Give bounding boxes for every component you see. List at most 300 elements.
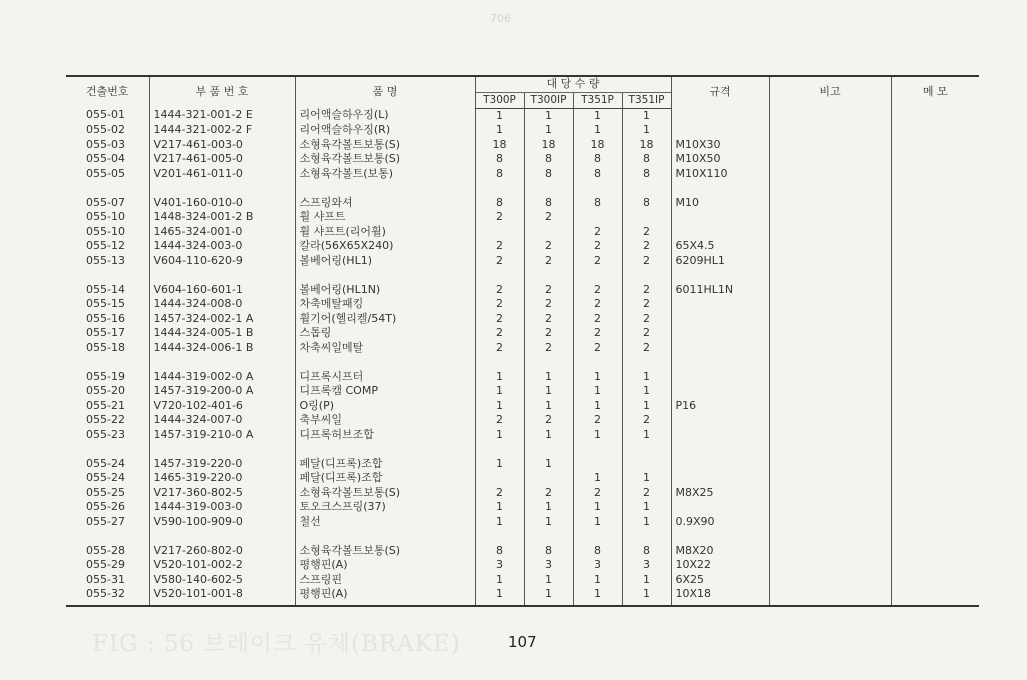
cell-qty: 1	[622, 384, 671, 399]
cell-name: 휠 샤프트(리어휠)	[295, 225, 475, 240]
cell-part-no: 1444-319-003-0	[149, 500, 295, 515]
cell-spec	[671, 428, 769, 443]
cell-qty	[475, 442, 524, 457]
cell-qty: 1	[475, 108, 524, 123]
cell-qty: 8	[573, 167, 622, 182]
cell-number: 055-28	[86, 543, 125, 557]
cell-qty: 2	[475, 312, 524, 327]
cell-memo	[891, 384, 979, 399]
cell-qty: 8	[475, 544, 524, 559]
cell-qty: 1	[524, 370, 573, 385]
cell-memo	[891, 442, 979, 457]
cell-number: 055-22	[86, 413, 125, 426]
cell-qty: 1	[475, 457, 524, 472]
cell-qty: 1	[622, 428, 671, 443]
table-row	[66, 297, 979, 312]
cell-memo	[891, 239, 979, 254]
cell-memo	[891, 587, 979, 606]
cell-qty: 1	[524, 428, 573, 443]
cell-note	[769, 225, 891, 240]
cell-qty: 1	[475, 370, 524, 385]
cell-spec	[671, 341, 769, 356]
cell-name: 차축메탈패킹	[295, 297, 475, 312]
cell-qty: 2	[475, 254, 524, 269]
cell-spec	[671, 457, 769, 472]
table-row	[66, 573, 979, 588]
page-number: 107	[508, 633, 537, 651]
cell-spec	[671, 442, 769, 457]
cell-spec	[671, 181, 769, 196]
cell-note	[769, 515, 891, 530]
cell-number: 055-02	[86, 123, 125, 136]
cell-spec: M8X20	[671, 544, 769, 559]
header-model: T300IP	[524, 93, 573, 109]
cell-note	[769, 152, 891, 167]
header-no: 건출번호	[66, 76, 149, 108]
cell-spec: 10X18	[671, 587, 769, 606]
cell-qty: 8	[524, 167, 573, 182]
cell-number: 055-24	[86, 456, 125, 470]
cell-qty: 1	[573, 399, 622, 414]
cell-number	[66, 442, 149, 457]
cell-name: 디프록캠 COMP	[295, 384, 475, 399]
cell-name	[295, 268, 475, 283]
cell-qty: 2	[524, 341, 573, 356]
cell-number	[66, 355, 149, 370]
cell-name: 디프록시프터	[295, 370, 475, 385]
header-model: T351IP	[622, 93, 671, 109]
cell-memo	[891, 355, 979, 370]
cell-part-no: 1444-324-005-1 B	[149, 326, 295, 341]
cell-memo	[891, 254, 979, 269]
cell-qty: 2	[622, 239, 671, 254]
cell-part-no	[149, 181, 295, 196]
cell-note	[769, 210, 891, 225]
cell-spec	[671, 225, 769, 240]
cell-note	[769, 558, 891, 573]
cell-qty: 1	[524, 587, 573, 606]
cell-memo	[891, 225, 979, 240]
cell-qty: 1	[573, 573, 622, 588]
cell-number: 055-04	[86, 152, 125, 165]
cell-name: 휠 샤프트	[295, 210, 475, 225]
cell-qty: 2	[573, 297, 622, 312]
cell-part-no: 1444-321-001-2 E	[149, 108, 295, 123]
header-qty: 대 당 수 량	[475, 76, 671, 93]
cell-memo	[891, 529, 979, 544]
cell-qty: 8	[524, 196, 573, 211]
cell-note	[769, 181, 891, 196]
cell-qty	[475, 225, 524, 240]
cell-number: 055-19	[86, 369, 125, 383]
table-row	[66, 283, 979, 298]
cell-memo	[891, 138, 979, 153]
cell-qty	[524, 268, 573, 283]
cell-qty: 2	[475, 297, 524, 312]
cell-note	[769, 108, 891, 123]
cell-spec: 6011HL1N	[671, 283, 769, 298]
cell-part-no: V217-260-802-0	[149, 544, 295, 559]
cell-qty: 2	[573, 283, 622, 298]
cell-qty: 1	[475, 515, 524, 530]
cell-note	[769, 486, 891, 501]
cell-memo	[891, 515, 979, 530]
cell-qty	[524, 355, 573, 370]
cell-qty: 2	[475, 326, 524, 341]
cell-qty: 1	[573, 108, 622, 123]
table-row	[66, 167, 979, 182]
cell-part-no	[149, 529, 295, 544]
cell-qty: 18	[475, 138, 524, 153]
cell-note	[769, 587, 891, 606]
cell-memo	[891, 341, 979, 356]
cell-spec	[671, 123, 769, 138]
cell-note	[769, 326, 891, 341]
cell-memo	[891, 573, 979, 588]
cell-name: 칼라(56X65X240)	[295, 239, 475, 254]
cell-name: 리어액슬하우징(L)	[295, 108, 475, 123]
cell-memo	[891, 210, 979, 225]
cell-qty: 2	[524, 283, 573, 298]
cell-memo	[891, 413, 979, 428]
cell-qty: 1	[524, 123, 573, 138]
cell-number: 055-20	[86, 384, 125, 397]
cell-qty: 2	[573, 486, 622, 501]
table-row	[66, 384, 979, 399]
table-row	[66, 138, 979, 153]
cell-part-no: V520-101-001-8	[149, 587, 295, 606]
cell-note	[769, 399, 891, 414]
cell-qty: 1	[622, 370, 671, 385]
table-row	[66, 471, 979, 486]
cell-name: 볼베어링(HL1)	[295, 254, 475, 269]
cell-qty: 1	[524, 515, 573, 530]
cell-qty: 8	[475, 152, 524, 167]
cell-qty: 2	[524, 326, 573, 341]
table-row	[66, 341, 979, 356]
cell-qty: 2	[524, 239, 573, 254]
spacer-row	[66, 442, 979, 457]
cell-note	[769, 471, 891, 486]
cell-name: 철선	[295, 515, 475, 530]
table-row	[66, 152, 979, 167]
cell-number	[66, 268, 149, 283]
cell-name: 페달(디프록)조합	[295, 457, 475, 472]
cell-number: 055-18	[86, 340, 125, 354]
cell-number: 055-10	[86, 224, 125, 238]
cell-qty: 2	[573, 312, 622, 327]
spacer-row	[66, 355, 979, 370]
cell-memo	[891, 123, 979, 138]
cell-qty	[573, 181, 622, 196]
cell-qty: 1	[524, 573, 573, 588]
cell-note	[769, 239, 891, 254]
cell-qty: 1	[622, 587, 671, 606]
cell-memo	[891, 500, 979, 515]
cell-qty: 1	[573, 370, 622, 385]
table-row	[66, 326, 979, 341]
cell-part-no: V217-360-802-5	[149, 486, 295, 501]
cell-number: 055-01	[86, 108, 125, 122]
cell-part-no: V401-160-010-0	[149, 196, 295, 211]
cell-spec	[671, 384, 769, 399]
cell-part-no: V590-100-909-0	[149, 515, 295, 530]
cell-number: 055-21	[86, 398, 125, 412]
cell-spec: 65X4.5	[671, 239, 769, 254]
cell-spec	[671, 413, 769, 428]
cell-memo	[891, 268, 979, 283]
spacer-row	[66, 181, 979, 196]
cell-note	[769, 413, 891, 428]
cell-part-no	[149, 355, 295, 370]
cell-name: 페달(디프록)조합	[295, 471, 475, 486]
cell-qty	[475, 181, 524, 196]
header-name: 품 명	[295, 76, 475, 108]
cell-qty	[622, 181, 671, 196]
cell-qty: 1	[622, 399, 671, 414]
cell-qty	[524, 471, 573, 486]
cell-part-no: 1457-324-002-1 A	[149, 312, 295, 327]
spacer-row	[66, 529, 979, 544]
table-row	[66, 428, 979, 443]
cell-name	[295, 442, 475, 457]
cell-qty: 1	[622, 500, 671, 515]
cell-memo	[891, 283, 979, 298]
cell-qty: 1	[475, 384, 524, 399]
cell-qty: 2	[573, 413, 622, 428]
table-row	[66, 239, 979, 254]
cell-memo	[891, 370, 979, 385]
cell-spec	[671, 529, 769, 544]
cell-qty: 1	[573, 428, 622, 443]
cell-qty	[622, 210, 671, 225]
cell-qty: 2	[622, 225, 671, 240]
cell-part-no: 1444-321-002-2 F	[149, 123, 295, 138]
cell-qty: 2	[622, 254, 671, 269]
cell-qty: 3	[524, 558, 573, 573]
cell-qty	[475, 268, 524, 283]
cell-qty: 1	[622, 471, 671, 486]
cell-qty: 2	[573, 239, 622, 254]
cell-qty: 8	[573, 544, 622, 559]
cell-qty: 1	[622, 573, 671, 588]
parts-table	[66, 75, 979, 607]
cell-qty: 8	[475, 167, 524, 182]
cell-part-no: 1444-324-008-0	[149, 297, 295, 312]
cell-memo	[891, 297, 979, 312]
cell-part-no: 1444-324-007-0	[149, 413, 295, 428]
cell-part-no: V604-160-601-1	[149, 283, 295, 298]
cell-qty: 2	[573, 341, 622, 356]
cell-name: O링(P)	[295, 399, 475, 414]
cell-qty: 1	[573, 471, 622, 486]
cell-qty	[573, 355, 622, 370]
cell-name: 토오크스프링(37)	[295, 500, 475, 515]
cell-spec: 0.9X90	[671, 515, 769, 530]
table-row	[66, 225, 979, 240]
cell-qty	[524, 442, 573, 457]
cell-qty: 1	[524, 108, 573, 123]
cell-qty: 2	[524, 413, 573, 428]
cell-part-no: 1457-319-200-0 A	[149, 384, 295, 399]
table-row	[66, 254, 979, 269]
cell-spec: M10X50	[671, 152, 769, 167]
cell-note	[769, 283, 891, 298]
cell-name: 소형육각볼트보통(S)	[295, 152, 475, 167]
table-row	[66, 108, 979, 123]
cell-qty: 2	[524, 297, 573, 312]
cell-name: 차축씨일메탈	[295, 341, 475, 356]
cell-part-no	[149, 268, 295, 283]
cell-qty: 1	[573, 123, 622, 138]
header-model: T300P	[475, 93, 524, 109]
cell-name: 휠기어(헬리켈/54T)	[295, 312, 475, 327]
cell-qty: 2	[573, 326, 622, 341]
cell-name: 스프링와셔	[295, 196, 475, 211]
table-row	[66, 123, 979, 138]
cell-part-no: 1457-319-210-0 A	[149, 428, 295, 443]
cell-number: 055-31	[86, 572, 125, 586]
cell-qty	[573, 268, 622, 283]
header-part-no: 부 품 번 호	[149, 76, 295, 108]
table-body	[66, 108, 979, 606]
cell-number: 055-27	[86, 514, 125, 528]
cell-qty: 2	[622, 326, 671, 341]
cell-memo	[891, 326, 979, 341]
cell-number	[66, 529, 149, 544]
cell-note	[769, 500, 891, 515]
cell-qty: 2	[622, 312, 671, 327]
cell-qty: 1	[524, 399, 573, 414]
cell-spec	[671, 355, 769, 370]
cell-part-no: 1444-319-002-0 A	[149, 370, 295, 385]
cell-qty	[622, 457, 671, 472]
cell-memo	[891, 312, 979, 327]
cell-number: 055-13	[86, 253, 125, 267]
cell-qty: 3	[622, 558, 671, 573]
cell-memo	[891, 196, 979, 211]
cell-qty: 8	[524, 152, 573, 167]
cell-note	[769, 573, 891, 588]
cell-note	[769, 297, 891, 312]
cell-spec: M8X25	[671, 486, 769, 501]
cell-qty: 3	[475, 558, 524, 573]
cell-number: 055-24	[86, 471, 125, 484]
cell-memo	[891, 152, 979, 167]
cell-memo	[891, 558, 979, 573]
table-row	[66, 370, 979, 385]
cell-number: 055-05	[86, 166, 125, 180]
cell-part-no: V720-102-401-6	[149, 399, 295, 414]
cell-note	[769, 254, 891, 269]
cell-qty: 2	[524, 312, 573, 327]
cell-number: 055-32	[66, 587, 149, 606]
cell-qty: 2	[573, 225, 622, 240]
cell-memo	[891, 471, 979, 486]
cell-note	[769, 544, 891, 559]
table-row	[66, 544, 979, 559]
cell-spec: M10	[671, 196, 769, 211]
cell-qty: 2	[622, 486, 671, 501]
cell-qty: 1	[475, 500, 524, 515]
cell-number: 055-26	[86, 500, 125, 513]
spacer-row	[66, 268, 979, 283]
cell-number: 055-25	[86, 485, 125, 499]
cell-note	[769, 123, 891, 138]
cell-qty: 2	[524, 254, 573, 269]
table-row	[66, 413, 979, 428]
cell-qty	[524, 225, 573, 240]
cell-qty: 2	[622, 413, 671, 428]
cell-qty: 1	[475, 399, 524, 414]
table-row	[66, 312, 979, 327]
cell-name: 축부씨일	[295, 413, 475, 428]
cell-qty: 2	[524, 210, 573, 225]
table-row	[66, 486, 979, 501]
cell-spec: 6209HL1	[671, 254, 769, 269]
cell-qty: 18	[622, 138, 671, 153]
cell-note	[769, 341, 891, 356]
cell-part-no: 1457-319-220-0	[149, 457, 295, 472]
table-row	[66, 399, 979, 414]
cell-qty: 1	[475, 573, 524, 588]
cell-qty	[524, 529, 573, 544]
cell-memo	[891, 544, 979, 559]
cell-spec: 6X25	[671, 573, 769, 588]
table-header	[66, 76, 979, 108]
cell-part-no: V201-461-011-0	[149, 167, 295, 182]
header-memo: 메 모	[891, 76, 979, 108]
cell-memo	[891, 486, 979, 501]
cell-spec: 10X22	[671, 558, 769, 573]
cell-qty: 18	[524, 138, 573, 153]
cell-qty: 1	[573, 587, 622, 606]
cell-number: 055-12	[86, 239, 125, 252]
cell-qty: 2	[524, 486, 573, 501]
cell-part-no: V604-110-620-9	[149, 254, 295, 269]
bleed-through-title: FIG : 56 브레이크 유체(BRAKE)	[92, 631, 461, 657]
table-row	[66, 196, 979, 211]
cell-spec: M10X110	[671, 167, 769, 182]
cell-qty: 8	[622, 544, 671, 559]
cell-note	[769, 312, 891, 327]
cell-spec	[671, 326, 769, 341]
cell-note	[769, 196, 891, 211]
header-spec: 규격	[671, 76, 769, 108]
cell-part-no: V520-101-002-2	[149, 558, 295, 573]
cell-part-no: 1444-324-003-0	[149, 239, 295, 254]
bleed-through-mark: 706	[490, 12, 511, 25]
cell-qty: 2	[622, 283, 671, 298]
cell-qty: 1	[475, 428, 524, 443]
cell-note	[769, 167, 891, 182]
cell-qty: 8	[622, 196, 671, 211]
cell-name	[295, 181, 475, 196]
cell-qty: 2	[475, 210, 524, 225]
cell-part-no: 1444-324-006-1 B	[149, 341, 295, 356]
cell-qty: 2	[573, 254, 622, 269]
cell-note	[769, 384, 891, 399]
cell-note	[769, 428, 891, 443]
cell-qty: 8	[622, 152, 671, 167]
cell-number: 055-15	[86, 297, 125, 310]
cell-qty: 8	[622, 167, 671, 182]
cell-spec	[671, 108, 769, 123]
cell-number: 055-14	[86, 282, 125, 296]
cell-qty: 2	[475, 283, 524, 298]
cell-part-no: V217-461-005-0	[149, 152, 295, 167]
cell-qty	[475, 529, 524, 544]
